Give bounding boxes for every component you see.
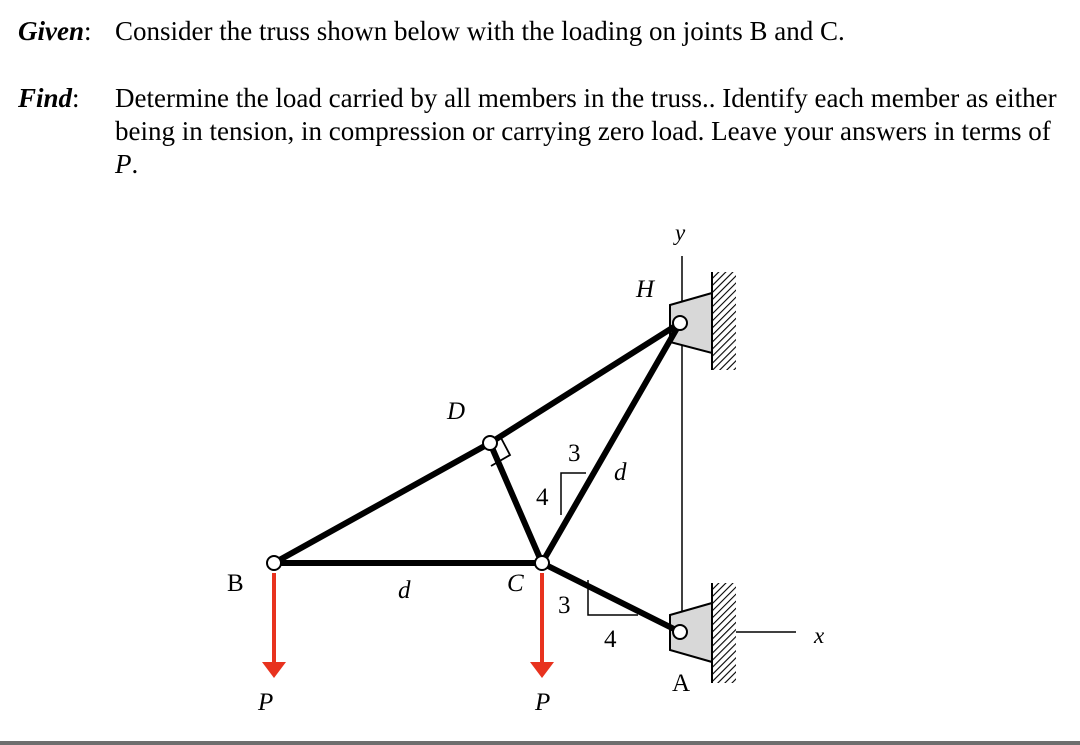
load-c-arrowhead — [530, 662, 554, 678]
given-text: Consider the truss shown below with the loading on joints B and C. — [115, 16, 845, 46]
joint-label-d: D — [447, 398, 466, 425]
find-variable: P — [115, 149, 132, 179]
joint-b — [267, 556, 281, 570]
load-label-c: P — [535, 689, 551, 716]
joint-a — [673, 625, 687, 639]
dimension-label-ch: d — [614, 459, 627, 486]
y-axis-label: y — [675, 220, 686, 245]
slope-ch-run: 3 — [568, 440, 581, 467]
member-dh — [490, 323, 680, 443]
joint-label-a: A — [672, 670, 691, 697]
joint-label-h: H — [636, 276, 655, 303]
joint-h — [673, 316, 687, 330]
wall-upper — [712, 272, 736, 370]
joint-label-b: B — [227, 570, 244, 597]
joint-d — [483, 436, 497, 450]
joint-c — [535, 556, 549, 570]
load-label-b: P — [258, 689, 274, 716]
find-text: Determine the load carried by all members in the truss.. Identify each member as either being in tension, in compression or carrying zero load. Leave your answers in terms of P. — [115, 83, 1057, 179]
joint-label-c: C — [507, 570, 524, 597]
slope-ch-rise: 4 — [536, 484, 549, 511]
load-b-arrowhead — [262, 662, 286, 678]
member-bd — [274, 443, 490, 563]
find-label: Find: — [18, 83, 80, 113]
given-label: Given: — [18, 16, 92, 46]
slope-ca-rise: 3 — [558, 592, 571, 619]
member-cd — [490, 443, 542, 563]
member-ch — [542, 323, 680, 563]
wall-lower — [712, 583, 736, 683]
bottom-divider — [0, 741, 1080, 745]
x-axis-label: x — [814, 623, 825, 648]
dimension-label-bc: d — [398, 577, 411, 604]
slope-ca-run: 4 — [604, 626, 617, 653]
